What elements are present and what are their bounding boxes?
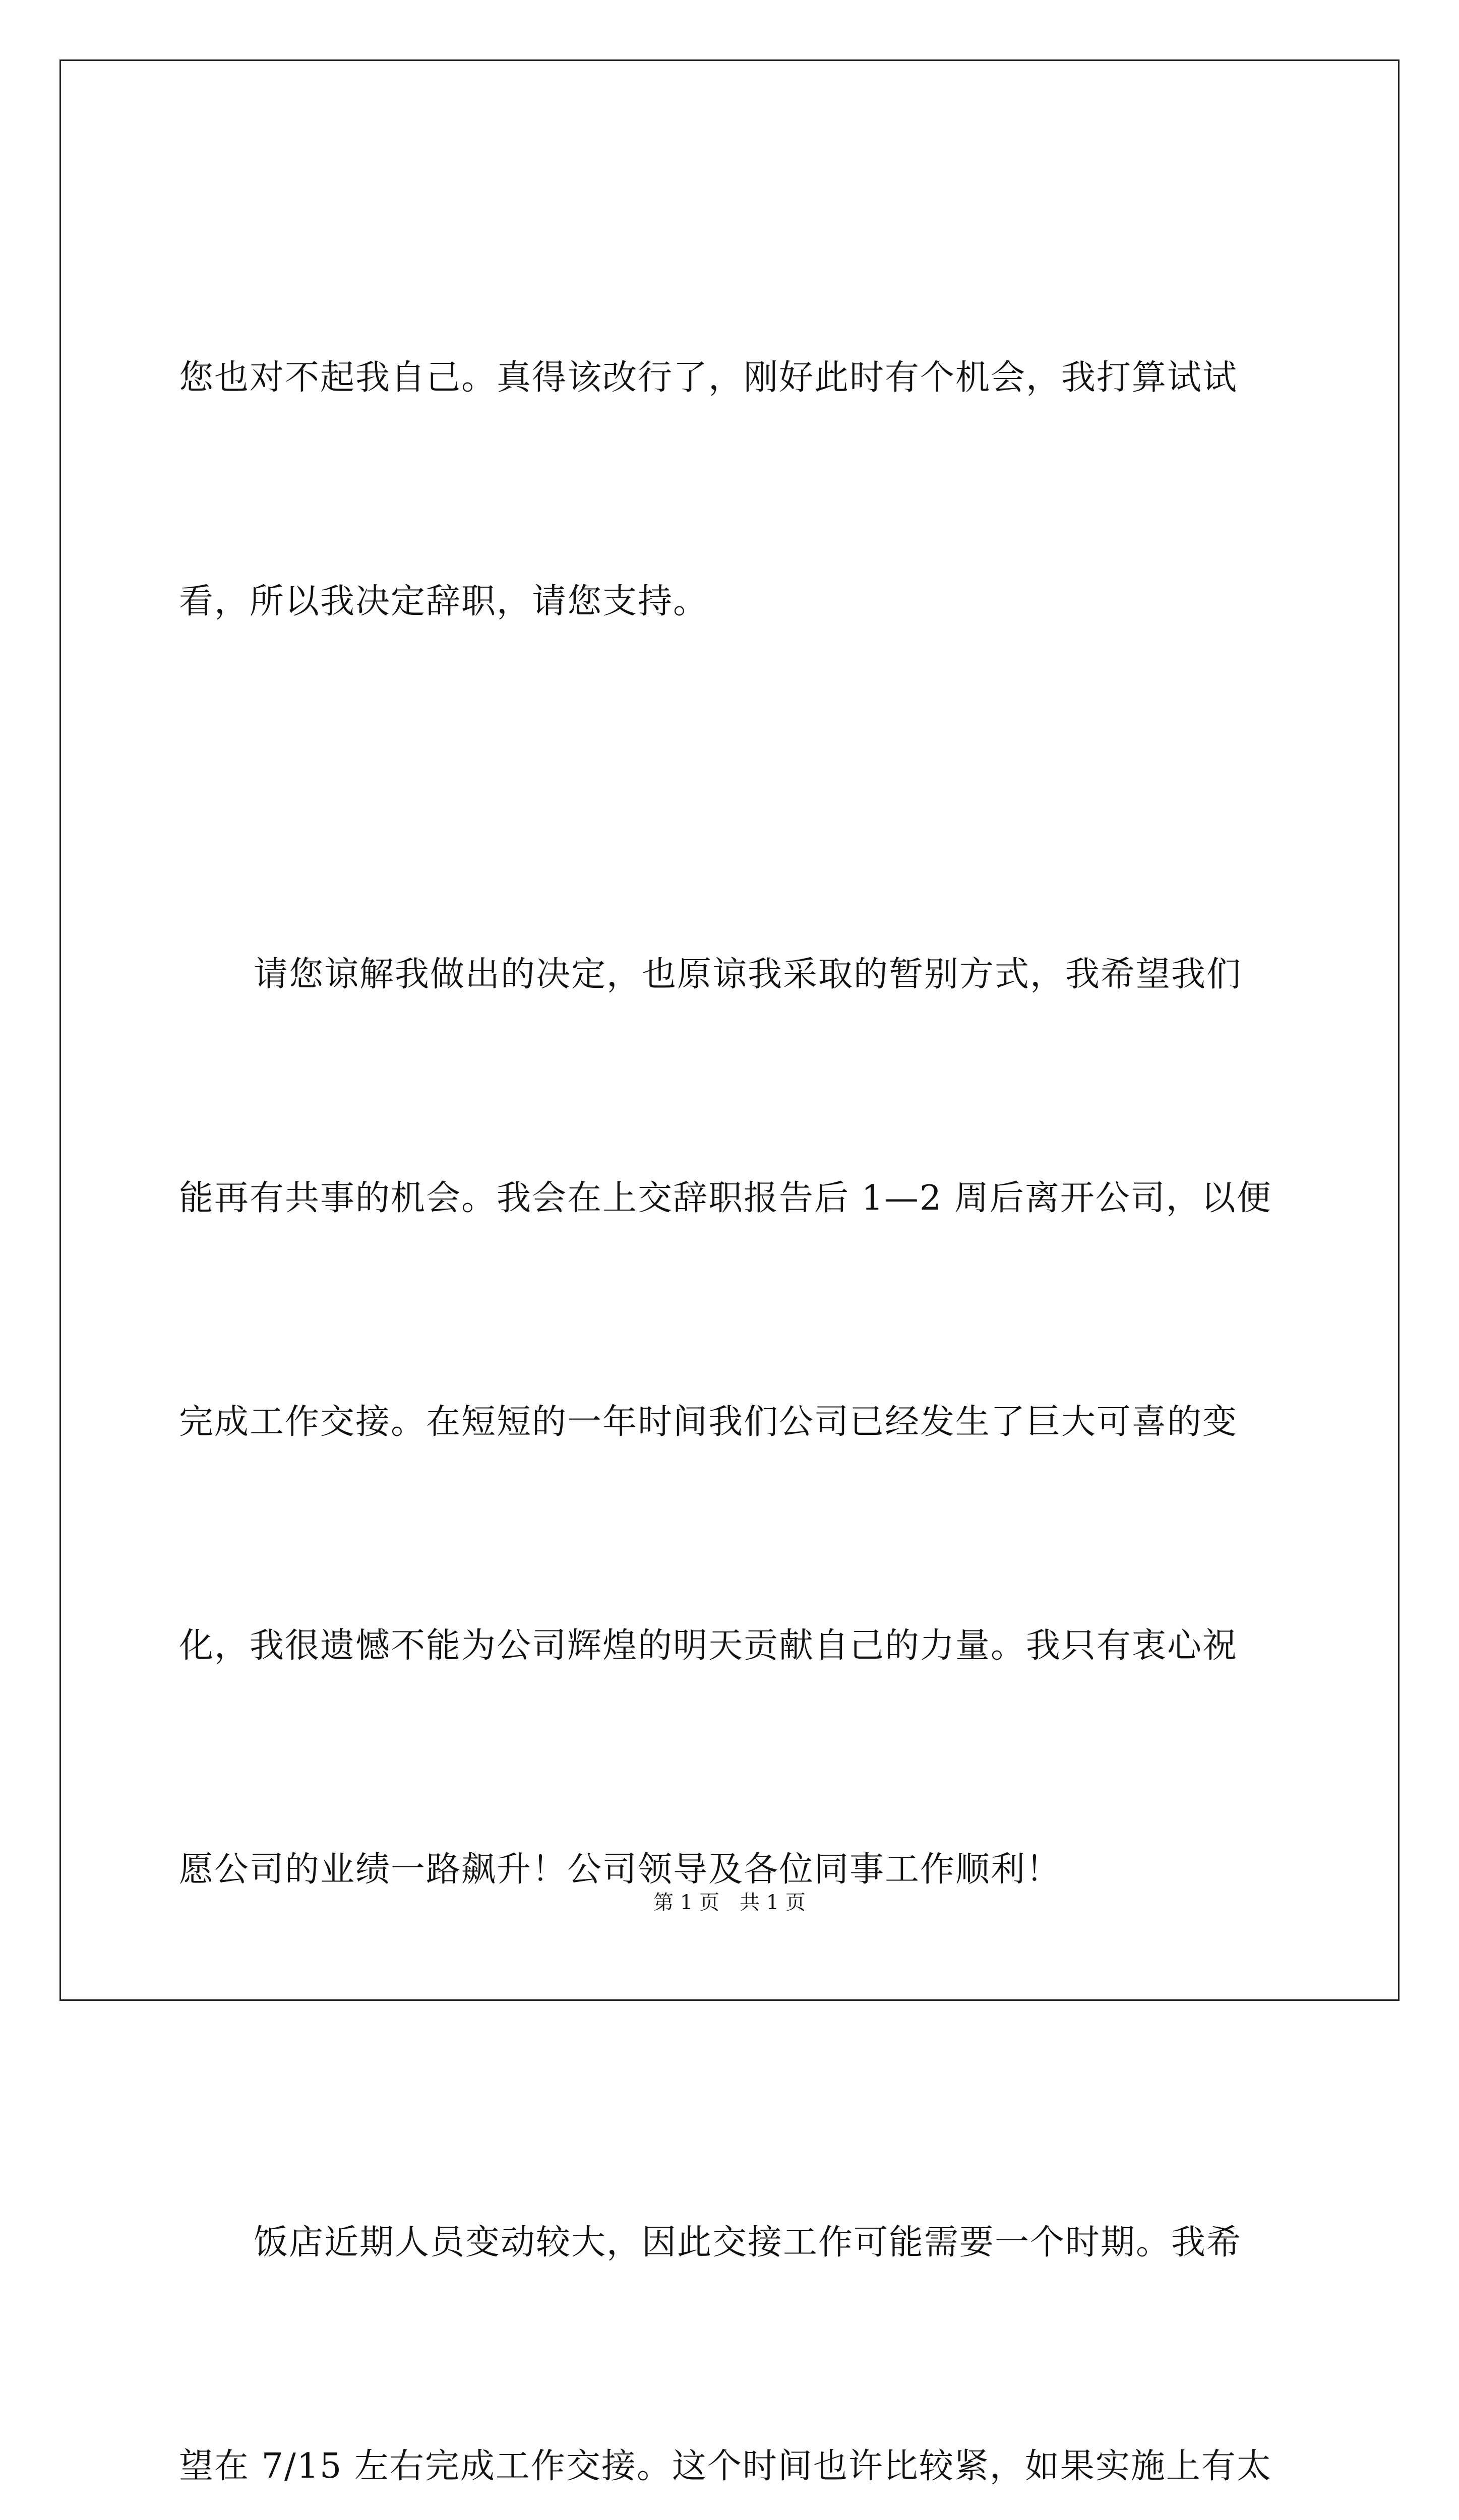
paragraph-line: 请您谅解我做出的决定，也原谅我采取的暂别方式，我希望我们 bbox=[254, 955, 1242, 994]
document-body bbox=[179, 192, 1288, 2520]
paragraph-line: 完成工作交接。在短短的一年时间我们公司已经发生了巨大可喜的变 bbox=[179, 1402, 1238, 1442]
paragraph-line: 看，所以我决定辞职，请您支持。 bbox=[179, 582, 709, 621]
paragraph-1 bbox=[179, 192, 1288, 788]
paragraph-line: 望在 7/15 左右完成工作交接。这个时间也许比较紧，如果实施上有太 bbox=[179, 2446, 1272, 2486]
paragraph-line: 您也对不起我自己。真得该改行了，刚好此时有个机会，我打算试试 bbox=[179, 358, 1238, 398]
paragraph-line: 化，我很遗憾不能为公司辉煌的明天贡献自己的力量。我只有衷心祝 bbox=[179, 1626, 1238, 1666]
paragraph-2 bbox=[179, 788, 1288, 2056]
paragraph-line: 愿公司的业绩一路飙升！公司领导及各位同事工作顺利！ bbox=[179, 1850, 1062, 1889]
paragraph-line: 能再有共事的机会。我会在上交辞职报告后 1—2 周后离开公司，以便 bbox=[179, 1178, 1272, 1218]
paragraph-3 bbox=[179, 2056, 1288, 2520]
page-number-footer: 第 1 页 共 1 页 bbox=[653, 1891, 806, 1914]
paragraph-line: 饭店近期人员变动较大，因此交接工作可能需要一个时期。我希 bbox=[254, 2223, 1242, 2262]
